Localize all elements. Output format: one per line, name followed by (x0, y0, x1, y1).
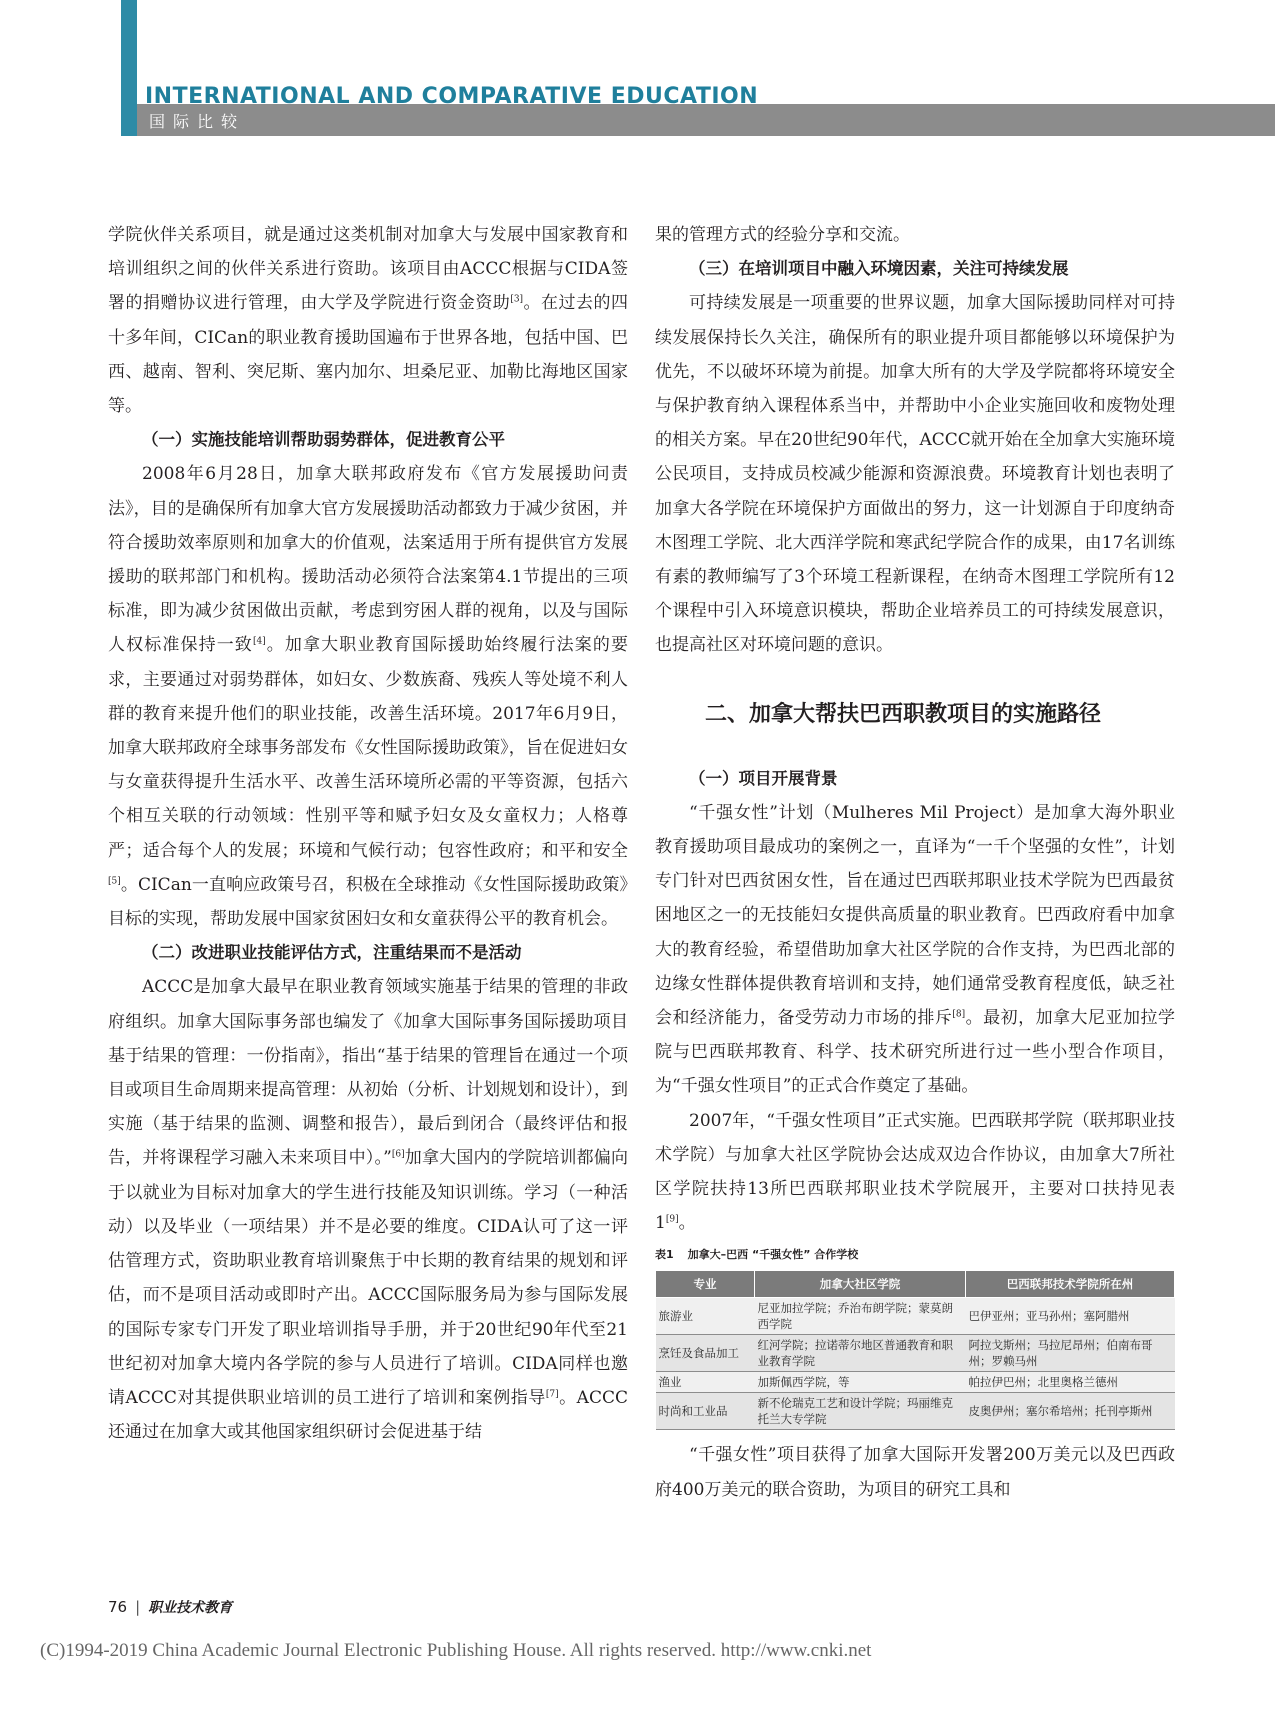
right-paragraph-3: “千强女性”计划（Mulheres Mil Project）是加拿大海外职业教育援助项目最成功的案例之一，直译为“一千个坚强的女性”，计划专门针对巴西贫困女性，旨在通过巴西联邦职业技术学院为巴西最贫困地区之一的无技能妇女提供高质量的职业教育。巴西政府看中加拿大的教育经验，希望借助加拿大社区学院的合作支持，为巴西北部的边缘女性群体提供教育培训和支持，她们通常受教育程度低，缺乏社会和经济能力，备受劳动力市场的排斥[8]。最初，加拿大尼亚加拉学院与巴西联邦教育、科学、技术研究所进行过一些小型合作项目，为“千强女性项目”的正式合作奠定了基础。 (655, 802, 1176, 1097)
subheading-4: （一）项目开展背景 (689, 768, 838, 788)
right-paragraph-2: 可持续发展是一项重要的世界议题，加拿大国际援助同样对可持续发展保持长久关注，确保所有的职业提升项目都能够以环境保护为优先，不以破坏环境为前提。加拿大所有的大学及学院都将环境安全与保护教育纳入课程体系当中，并帮助中小企业实施回收和废物处理的相关方案。早在20世纪90年代，ACCC就开始在全加拿大实施环境公民项目，支持成员校减少能源和资源浪费。环境教育计划也表明了加拿大各学院在环境保护方面做出的努力，这一计划源自于印度纳奇木图理工学院、北大西洋学院和寒武纪学院合作的成果，由17名训练有素的教师编写了3个环境工程新课程，在纳奇木图理工学院所有12个课程中引入环境意识模块，帮助企业培养员工的可持续发展意识，也提高社区对环境问题的意识。 (655, 293, 1175, 656)
left-paragraph-1: 学院伙伴关系项目，就是通过这类机制对加拿大与发展中国家教育和培训组织之间的伙伴关系进行资助。该项目由ACCC根据与CIDA签署的捐赠协议进行管理，由大学及学院进行资金资助[3]。在过去的四十多年间，CICan的职业教育援助国遍布于世界各地，包括中国、巴西、越南、智利、突尼斯、塞内加尔、坦桑尼亚、加勒比海地区国家等。 (108, 225, 629, 417)
table-cell-brazil: 帕拉伊巴州；北里奥格兰德州 (966, 1372, 1175, 1393)
table-row (656, 1335, 1175, 1372)
citation: [3] (510, 294, 524, 305)
footer-separator: | (135, 1598, 141, 1616)
citation: [4] (252, 636, 266, 647)
table-cell-canada: 新不伦瑞克工艺和设计学院；玛丽维克托兰大专学院 (755, 1393, 966, 1430)
table-caption: 表1 加拿大–巴西 “千强女性” 合作学校 (655, 1248, 859, 1262)
copyright-notice: (C)1994-2019 China Academic Journal Electronic Publishing House. All rights reserved. http://www.cnki.net (40, 1640, 872, 1661)
citation: [7] (545, 1389, 559, 1400)
citation: [6] (391, 1149, 405, 1160)
table-row (656, 1298, 1175, 1335)
partner-table (655, 1270, 1175, 1430)
table-cell-canada: 加斯佩西学院，等 (755, 1372, 966, 1393)
section-heading: 二、加拿大帮扶巴西职教项目的实施路径 (705, 700, 1102, 727)
right-paragraph-1: 果的管理方式的经验分享和交流。 (655, 225, 910, 245)
left-column (108, 218, 628, 1449)
table-cell-major: 旅游业 (656, 1298, 755, 1335)
left-paragraph-2: 2008年6月28日，加拿大联邦政府发布《官方发展援助问责法》，目的是确保所有加拿大官方发展援助活动都致力于减少贫困，并符合援助效率原则和加拿大的价值观，法案适用于所有提供官方发展援助的联邦部门和机构。援助活动必须符合法案第4.1节提出的三项标准，即为减少贫困做出贡献，考虑到穷困人群的视角，以及与国际人权标准保持一致[4]。加拿大职业教育国际援助始终履行法案的要求，主要通过对弱势群体，如妇女、少数族裔、残疾人等处境不利人群的教育来提升他们的职业技能，改善生活环境。2017年6月9日，加拿大联邦政府全球事务部发布《女性国际援助政策》，旨在促进妇女与女童获得提升生活水平、改善生活环境所必需的平等资源，包括六个相互关联的行动领域：性别平等和赋予妇女及女童权力；人格尊严；适合每个人的发展；环境和气候行动；包容性政府；和平和安全[5]。CICan一直响应政策号召，积极在全球推动《女性国际援助政策》目标的实现，帮助发展中国家贫困妇女和女童获得公平的教育机会。 (108, 464, 629, 930)
table-cell-canada: 尼亚加拉学院；乔治布朗学院；蒙莫朗西学院 (755, 1298, 966, 1335)
table-cell-major: 时尚和工业品 (656, 1393, 755, 1430)
table-cell-major: 烹饪及食品加工 (656, 1335, 755, 1372)
table-header-row (656, 1271, 1175, 1298)
table-header-brazil: 巴西联邦技术学院所在州 (966, 1271, 1175, 1298)
right-column (655, 218, 1175, 1507)
page-number: 76 (108, 1598, 128, 1616)
subheading-3: （三）在培训项目中融入环境因素，关注可持续发展 (689, 259, 1069, 279)
table-cell-major: 渔业 (656, 1372, 755, 1393)
journal-name: 职业技术教育 (148, 1600, 233, 1616)
table-cell-brazil: 阿拉戈斯州；马拉尼昂州；伯南布哥州；罗赖马州 (966, 1335, 1175, 1372)
right-paragraph-5: “千强女性”项目获得了加拿大国际开发署200万美元以及巴西政府400万美元的联合资助，为项目的研究工具和 (655, 1445, 1175, 1500)
table-cell-canada: 红河学院；拉诺蒂尔地区普通教育和职业教育学院 (755, 1335, 966, 1372)
right-paragraph-4: 2007年，“千强女性项目”正式实施。巴西联邦学院（联邦职业技术学院）与加拿大社区学院协会达成双边合作协议，由加拿大7所社区学院扶持13所巴西联邦职业技术学院展开，主要对口扶持见表1[9]。 (655, 1110, 1175, 1234)
table-row (656, 1393, 1175, 1430)
header-title-en: INTERNATIONAL AND COMPARATIVE EDUCATION (145, 84, 759, 109)
table-cell-brazil: 巴伊亚州；亚马孙州；塞阿腊州 (966, 1298, 1175, 1335)
table-header-canada: 加拿大社区学院 (755, 1271, 966, 1298)
left-paragraph-3: ACCC是加拿大最早在职业教育领域实施基于结果的管理的非政府组织。加拿大国际事务部也编发了《加拿大国际事务国际援助项目基于结果的管理：一份指南》，指出“基于结果的管理旨在通过一个项目或项目生命周期来提高管理：从初始（分析、计划规划和设计），到实施（基于结果的监测、调整和报告），最后到闭合（最终评估和报告，并将课程学习融入未来项目中）。”[6]加拿大国内的学院培训都偏向于以就业为目标对加拿大的学生进行技能及知识训练。学习（一种活动）以及毕业（一项结果）并不是必要的维度。CIDA认可了这一评估管理方式，资助职业教育培训聚焦于中长期的教育结果的规划和评估，而不是项目活动或即时产出。ACCC国际服务局为参与国际发展的国际专家专门开发了职业培训指导手册，并于20世纪90年代至21世纪初对加拿大境内各学院的参与人员进行了培训。CIDA同样也邀请ACCC对其提供职业培训的员工进行了培训和案例指导[7]。ACCC还通过在加拿大或其他国家组织研讨会促进基于结 (108, 977, 628, 1443)
citation: [9] (665, 1214, 679, 1225)
header-accent-bar (121, 0, 137, 136)
table-header-major: 专业 (656, 1271, 755, 1298)
header-title-cn: 国际比较 (149, 112, 246, 131)
citation: [5] (108, 876, 121, 887)
subheading-1: （一）实施技能培训帮助弱势群体，促进教育公平 (142, 430, 505, 450)
page-footer (108, 1597, 232, 1617)
table-cell-brazil: 皮奥伊州；塞尔希培州；托刊亭斯州 (966, 1393, 1175, 1430)
citation: [8] (952, 1009, 966, 1020)
table-row (656, 1372, 1175, 1393)
subheading-2: （二）改进职业技能评估方式，注重结果而不是活动 (142, 943, 522, 963)
